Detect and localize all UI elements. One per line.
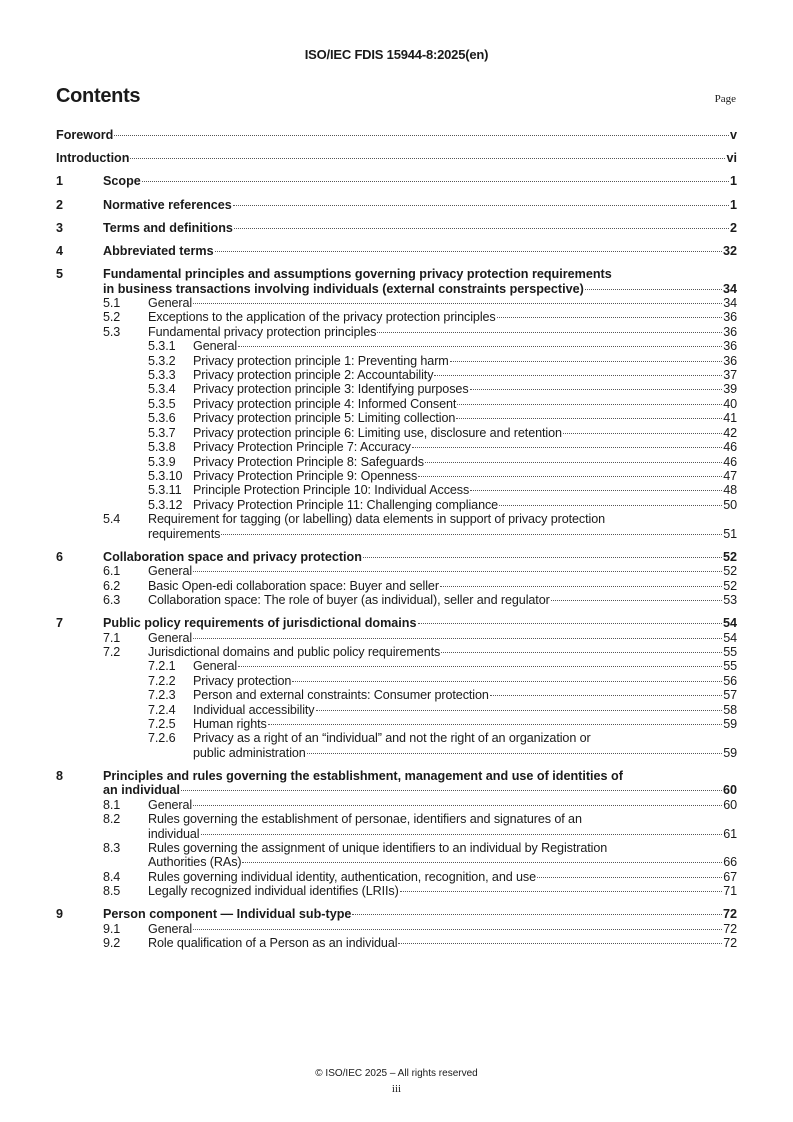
toc-entry-title: General — [148, 921, 193, 936]
toc-entry-title: General — [193, 659, 238, 674]
toc-entry-number: 7.2.1 — [148, 659, 176, 674]
toc-entry-title: Privacy protection principle 3: Identifying purposes — [193, 382, 469, 397]
toc-entry-title: Basic Open-edi collaboration space: Buyer and seller — [148, 578, 439, 593]
toc-entry[interactable] — [56, 296, 737, 310]
dot-leader — [130, 158, 725, 159]
toc-entry-title: Privacy protection principle 2: Accountability — [193, 368, 434, 383]
toc-entry-title: Privacy Protection Principle 9: Openness — [193, 468, 418, 483]
toc-entry-number: 6.1 — [103, 564, 121, 579]
toc-page-number[interactable]: 59 — [723, 717, 737, 731]
toc-entry-number: 5.3.12 — [148, 497, 183, 512]
toc-entry[interactable] — [56, 128, 737, 142]
toc-page-number[interactable]: 36 — [723, 310, 737, 325]
toc-page-number[interactable]: 46 — [723, 440, 737, 455]
toc-entry[interactable] — [56, 411, 737, 425]
dot-leader — [450, 361, 722, 362]
toc-entry[interactable] — [56, 579, 737, 593]
toc-entry[interactable] — [56, 631, 737, 645]
dot-leader — [398, 943, 722, 944]
dot-leader — [470, 389, 723, 390]
toc-entry-title: Foreword — [56, 128, 114, 142]
toc-entry[interactable] — [56, 717, 737, 731]
dot-leader — [292, 681, 722, 682]
toc-entry-title: Human rights — [193, 717, 267, 731]
toc-entry[interactable] — [56, 455, 737, 469]
toc-entry-number: 9.2 — [103, 936, 121, 951]
dot-leader — [238, 666, 722, 667]
toc-entry-title: Privacy protection principle 4: Informed Consent — [193, 396, 457, 411]
toc-page-number[interactable]: 52 — [723, 564, 737, 579]
toc-entry-title: General — [148, 564, 193, 579]
toc-entry-number: 6.2 — [103, 578, 121, 593]
toc-entry-number: 5.3.8 — [148, 440, 176, 455]
toc-entry-number: 8.4 — [103, 869, 121, 884]
toc-entry[interactable] — [56, 382, 737, 396]
toc-entry-number: 5.3.1 — [148, 339, 176, 354]
dot-leader — [470, 490, 722, 491]
dot-leader — [201, 834, 723, 835]
dot-leader — [242, 862, 722, 863]
toc-entry-title: Privacy protection principle 1: Preventing harm — [193, 353, 449, 368]
toc-entry[interactable] — [56, 198, 737, 212]
toc-page-number[interactable]: 52 — [722, 549, 737, 564]
toc-entry-title-continued: in business transactions involving individuals (external constraints perspective) — [103, 281, 584, 296]
toc-page-number[interactable]: 56 — [723, 673, 737, 688]
toc-entry[interactable] — [56, 922, 737, 936]
toc-entry[interactable] — [56, 426, 737, 440]
dot-leader — [585, 289, 722, 290]
toc-entry-number: 5.3.9 — [148, 454, 176, 469]
dot-leader — [563, 433, 722, 434]
toc-page-number[interactable]: 67 — [723, 869, 737, 884]
toc-page-number[interactable]: 72 — [722, 907, 737, 922]
dot-leader — [316, 710, 723, 711]
toc-entry-number: 5.4 — [103, 512, 121, 527]
toc-entry[interactable] — [56, 469, 737, 483]
toc-page-number[interactable]: 66 — [723, 855, 737, 870]
toc-entry-title: Rules governing the establishment of personae, identifiers and signatures of an — [148, 812, 582, 827]
toc-entry-title: Privacy protection principle 6: Limiting use, disclosure and retention — [193, 425, 562, 440]
toc-page-number[interactable]: 36 — [723, 339, 737, 354]
dot-leader — [434, 375, 722, 376]
toc-entry-number: 5.3 — [103, 324, 121, 339]
toc-entry-number: 5.3.11 — [148, 483, 182, 498]
toc-page-number[interactable]: 2 — [729, 220, 737, 235]
toc-page-number[interactable]: 60 — [723, 797, 737, 812]
toc-page-number[interactable]: 46 — [723, 454, 737, 469]
toc-entry-number: 5.3.7 — [148, 425, 176, 440]
toc-entry-title-continued: an individual — [103, 783, 180, 798]
toc-entry-title-continued: public administration — [193, 745, 306, 760]
toc-entry-title-continued: Authorities (RAs) — [148, 855, 242, 870]
dot-leader — [193, 929, 722, 930]
toc-entry[interactable] — [56, 703, 737, 717]
dot-leader — [363, 557, 722, 558]
toc-entry-number: 5.3.3 — [148, 368, 176, 383]
dot-leader — [425, 462, 722, 463]
toc-entry[interactable] — [56, 498, 737, 512]
toc-entry-title: Privacy Protection Principle 11: Challenging compliance — [193, 497, 499, 512]
toc-entry-title: Scope — [103, 174, 141, 189]
toc-page-number[interactable]: 53 — [723, 592, 737, 607]
toc-entry[interactable] — [56, 812, 737, 841]
toc-page-number[interactable]: 36 — [723, 353, 737, 368]
dot-leader — [238, 346, 722, 347]
toc-entry[interactable] — [56, 174, 737, 188]
toc-entry[interactable] — [56, 354, 737, 368]
dot-leader — [193, 303, 722, 304]
toc-page-number[interactable]: 54 — [723, 630, 737, 645]
toc-page-number[interactable]: 1 — [729, 197, 737, 212]
toc-entry-number: 7.2.3 — [148, 688, 176, 703]
toc-entry-title: Abbreviated terms — [103, 244, 214, 259]
toc-page-number[interactable]: 58 — [723, 702, 737, 717]
dot-leader — [114, 135, 729, 136]
document-identifier: ISO/IEC FDIS 15944-8:2025(en) — [304, 47, 489, 62]
toc-entry-number: 5.3.2 — [148, 353, 176, 368]
toc-entry-number: 5.3.4 — [148, 382, 176, 397]
toc-entry-title: Individual accessibility — [193, 702, 315, 717]
dot-leader — [441, 652, 722, 653]
toc-page-number[interactable]: 40 — [723, 396, 737, 411]
toc-page-number[interactable]: 34 — [723, 296, 737, 311]
dot-leader — [457, 404, 722, 405]
toc-entry-title: Rules governing the assignment of unique identifiers to an individual by Registration — [148, 841, 608, 856]
toc-page-number[interactable]: 39 — [723, 382, 737, 397]
toc-entry-title: Person component — Individual sub-type — [103, 907, 352, 922]
toc-entry[interactable] — [56, 151, 737, 165]
toc-entry-title: Collaboration space and privacy protection — [103, 549, 362, 564]
dot-leader — [352, 914, 722, 915]
toc-entry-title: Role qualification of a Person as an individual — [148, 936, 398, 951]
toc-page-number[interactable]: 51 — [723, 526, 737, 541]
dot-leader — [537, 877, 722, 878]
toc-page-number[interactable]: 32 — [722, 244, 737, 259]
toc-entry[interactable] — [56, 310, 737, 324]
toc-entry-number: 7.2.6 — [148, 731, 176, 746]
dot-leader — [551, 600, 722, 601]
toc-page-number[interactable]: 72 — [723, 921, 737, 936]
toc-entry-title: Rules governing individual identity, authentication, recognition, and use — [148, 869, 537, 884]
dot-leader — [142, 181, 729, 182]
toc-page-number[interactable]: 42 — [723, 425, 737, 440]
toc-entry[interactable] — [56, 841, 737, 870]
toc-entry-number: 5 — [56, 267, 64, 282]
toc-page-number[interactable]: 54 — [722, 616, 737, 631]
toc-entry[interactable] — [56, 645, 737, 659]
toc-entry[interactable] — [56, 397, 737, 411]
toc-entry-title: Normative references — [103, 197, 232, 212]
dot-leader — [418, 476, 722, 477]
toc-entry-title: Public policy requirements of jurisdictional domains — [103, 616, 417, 631]
toc-page-number[interactable]: 47 — [723, 468, 737, 483]
dot-leader — [234, 228, 729, 229]
dot-leader — [181, 790, 722, 791]
toc-entry[interactable] — [56, 616, 737, 630]
toc-page-number[interactable]: 41 — [723, 411, 737, 426]
toc-page-number[interactable]: 72 — [723, 936, 737, 951]
toc-entry[interactable] — [56, 870, 737, 884]
toc-entry-title: Privacy protection — [193, 673, 292, 688]
toc-entry[interactable] — [56, 368, 737, 382]
toc-entry[interactable] — [56, 769, 737, 798]
toc-entry[interactable] — [56, 674, 737, 688]
table-of-contents — [56, 128, 737, 951]
toc-entry-number: 7.2.2 — [148, 673, 176, 688]
toc-entry[interactable] — [56, 688, 737, 702]
toc-entry-title: Privacy as a right of an “individual” and not the right of an organization or — [193, 731, 591, 746]
dot-leader — [490, 695, 722, 696]
toc-entry-number: 3 — [56, 220, 64, 235]
toc-entry-title: General — [193, 339, 238, 354]
toc-entry[interactable] — [56, 440, 737, 454]
dot-leader — [233, 205, 729, 206]
toc-entry[interactable] — [56, 550, 737, 564]
toc-entry[interactable] — [56, 325, 737, 339]
toc-entry-number: 8.5 — [103, 884, 121, 899]
dot-leader — [497, 317, 723, 318]
toc-entry-number: 7.2 — [103, 644, 121, 659]
toc-entry-number: 2 — [56, 197, 64, 212]
toc-entry-number: 5.3.5 — [148, 396, 176, 411]
toc-entry[interactable] — [56, 244, 737, 258]
toc-entry-title: Privacy protection principle 5: Limiting collection — [193, 411, 456, 426]
toc-entry[interactable] — [56, 659, 737, 673]
dot-leader — [193, 638, 722, 639]
toc-entry-title: Person and external constraints: Consumer protection — [193, 688, 489, 703]
toc-entry-title: General — [148, 296, 193, 311]
toc-page-number[interactable]: 34 — [722, 281, 737, 296]
toc-page-number[interactable]: 55 — [723, 659, 737, 674]
dot-leader — [215, 251, 722, 252]
toc-page-number[interactable]: 57 — [723, 688, 737, 703]
toc-entry[interactable] — [56, 339, 737, 353]
toc-entry-title-continued: individual — [148, 826, 200, 841]
toc-entry-title: General — [148, 797, 193, 812]
toc-page-number[interactable]: 61 — [723, 826, 737, 841]
toc-entry-number: 5.3.10 — [148, 468, 183, 483]
toc-entry-number: 7.1 — [103, 630, 121, 645]
toc-entry[interactable] — [56, 798, 737, 812]
toc-entry-number: 6 — [56, 549, 64, 564]
toc-entry-title: Principles and rules governing the establishment, management and use of identities of — [103, 769, 623, 784]
toc-entry-number: 8.2 — [103, 812, 121, 827]
toc-entry-title: Fundamental privacy protection principles — [148, 324, 377, 339]
toc-page-number[interactable]: 52 — [723, 578, 737, 593]
page-number: iii — [391, 1083, 402, 1095]
toc-entry-title: Fundamental principles and assumptions governing privacy protection requirements — [103, 267, 612, 282]
toc-entry[interactable] — [56, 936, 737, 950]
toc-entry-title: Introduction — [56, 151, 130, 166]
toc-page-number[interactable]: 48 — [723, 483, 737, 498]
dot-leader — [307, 753, 722, 754]
toc-entry-title: Requirement for tagging (or labelling) data elements in support of privacy protection — [148, 512, 606, 527]
toc-entry[interactable] — [56, 221, 737, 235]
toc-entry-number: 4 — [56, 244, 64, 259]
contents-heading: Contents — [56, 85, 141, 107]
toc-entry-title: Legally recognized individual identifies (LRIIs) — [148, 884, 399, 899]
toc-page-number[interactable]: vi — [726, 151, 737, 166]
dot-leader — [456, 418, 722, 419]
toc-entry-number: 5.3.6 — [148, 411, 176, 426]
toc-entry-number: 7.2.5 — [148, 717, 176, 731]
toc-page-number[interactable]: 36 — [723, 324, 737, 339]
toc-entry-title: Collaboration space: The role of buyer (as individual), seller and regulator — [148, 592, 550, 607]
dot-leader — [440, 586, 722, 587]
dot-leader — [418, 623, 722, 624]
toc-entry-title: Jurisdictional domains and public policy requirements — [148, 644, 441, 659]
dot-leader — [377, 332, 722, 333]
toc-page-number[interactable]: 60 — [722, 783, 737, 798]
toc-entry[interactable] — [56, 512, 737, 541]
dot-leader — [268, 724, 722, 725]
toc-entry[interactable] — [56, 483, 737, 497]
toc-entry-title-continued: requirements — [148, 526, 221, 541]
toc-page-number[interactable]: v — [729, 128, 737, 142]
toc-page-number[interactable]: 55 — [723, 644, 737, 659]
toc-entry-number: 5.1 — [103, 296, 121, 311]
toc-entry[interactable] — [56, 593, 737, 607]
toc-entry-number: 6.3 — [103, 592, 121, 607]
toc-entry[interactable] — [56, 267, 737, 296]
toc-entry-title: Privacy Protection Principle 7: Accuracy — [193, 440, 411, 455]
toc-entry-number: 1 — [56, 174, 64, 189]
toc-entry-number: 8 — [56, 769, 64, 784]
dot-leader — [193, 571, 722, 572]
toc-entry-title: Exceptions to the application of the privacy protection principles — [148, 310, 496, 325]
toc-entry-number: 9.1 — [103, 921, 121, 936]
dot-leader — [400, 891, 722, 892]
toc-entry-title: Privacy Protection Principle 8: Safeguards — [193, 454, 424, 469]
toc-page-number[interactable]: 37 — [723, 368, 737, 383]
toc-entry[interactable] — [56, 907, 737, 921]
toc-entry-title: Principle Protection Principle 10: Individual Access — [193, 483, 470, 498]
page-column-label: Page — [714, 93, 736, 105]
toc-entry-number: 8.3 — [103, 841, 121, 856]
dot-leader — [412, 447, 722, 448]
dot-leader — [193, 805, 722, 806]
toc-entry-title: Terms and definitions — [103, 220, 233, 235]
toc-page-number[interactable]: 50 — [723, 497, 737, 512]
toc-entry-number: 5.2 — [103, 310, 121, 325]
toc-entry-number: 7.2.4 — [148, 702, 176, 717]
toc-entry-number: 9 — [56, 907, 64, 922]
dot-leader — [221, 534, 722, 535]
toc-entry[interactable] — [56, 884, 737, 898]
toc-entry-number: 8.1 — [103, 797, 121, 812]
toc-entry[interactable] — [56, 731, 737, 760]
toc-page-number[interactable]: 59 — [723, 745, 737, 760]
toc-page-number[interactable]: 71 — [723, 884, 737, 899]
toc-entry-title: General — [148, 630, 193, 645]
copyright-notice: © ISO/IEC 2025 – All rights reserved — [315, 1068, 478, 1079]
toc-page-number[interactable]: 1 — [729, 174, 737, 189]
dot-leader — [499, 505, 722, 506]
toc-entry-number: 7 — [56, 616, 64, 631]
toc-entry[interactable] — [56, 564, 737, 578]
